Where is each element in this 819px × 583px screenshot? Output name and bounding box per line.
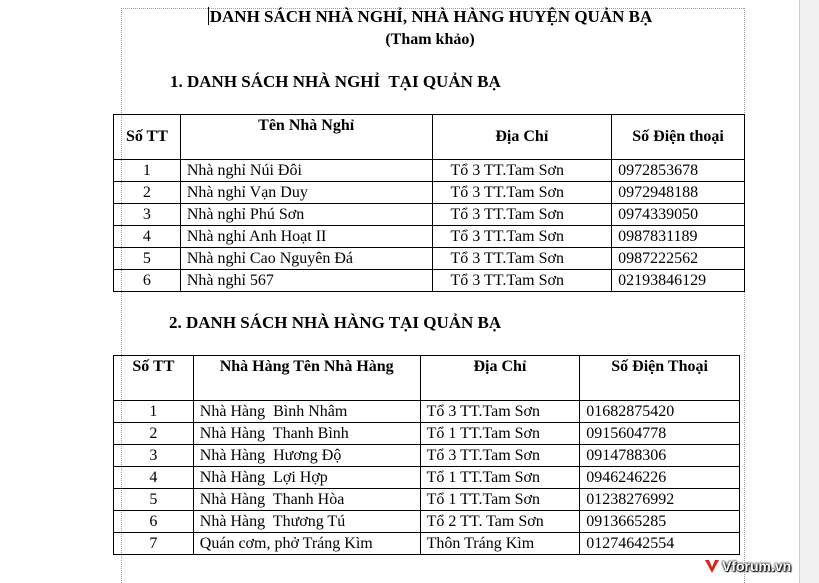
cell-name: Nhà Hàng Thương Tú (193, 511, 420, 533)
cell-address: Tổ 3 TT.Tam Sơn (432, 226, 612, 248)
cell-address: Tổ 1 TT.Tam Sơn (420, 489, 580, 511)
header-address: Địa Chỉ (420, 356, 580, 401)
cell-name: Quán cơm, phở Tráng Kìm (193, 533, 420, 555)
cell-phone: 01682875420 (580, 401, 740, 423)
cell-stt: 4 (114, 467, 194, 489)
cell-address: Tổ 2 TT. Tam Sơn (420, 511, 580, 533)
header-phone: Số Điện Thoại (580, 356, 740, 401)
cell-address: Thôn Tráng Kìm (420, 533, 580, 555)
header-address: Địa Chỉ (432, 115, 612, 160)
cell-address: Tổ 3 TT.Tam Sơn (420, 445, 580, 467)
cell-stt: 4 (114, 226, 181, 248)
watermark-logo (703, 557, 791, 575)
cell-phone: 0974339050 (612, 204, 745, 226)
cell-address: Tổ 3 TT.Tam Sơn (432, 270, 612, 292)
cell-stt: 7 (114, 533, 194, 555)
cell-address: Tổ 3 TT.Tam Sơn (420, 401, 580, 423)
cell-name: Nhà Hàng Hương Độ (193, 445, 420, 467)
table-row (114, 226, 745, 248)
restaurant-table (113, 355, 740, 555)
cell-stt: 5 (114, 489, 194, 511)
cell-phone: 0972853678 (612, 160, 745, 182)
cell-stt: 3 (114, 204, 181, 226)
right-scroll-area[interactable] (799, 0, 819, 583)
table-row (114, 182, 745, 204)
cell-stt: 2 (114, 182, 181, 204)
table-header-row (114, 356, 740, 401)
guesthouse-table (113, 114, 745, 292)
cell-phone: 0987831189 (612, 226, 745, 248)
table-row (114, 160, 745, 182)
table-row (114, 489, 740, 511)
text-cursor (208, 7, 209, 25)
header-phone: Số Điện thoại (612, 115, 745, 160)
cell-name: Nhà nghỉ Anh Hoạt II (180, 226, 432, 248)
section1-heading: 1. DANH SÁCH NHÀ NGHỈ TẠI QUẢN BẠ (170, 72, 501, 91)
cell-name: Nhà nghỉ Cao Nguyên Đá (180, 248, 432, 270)
header-stt: Số TT (114, 115, 181, 160)
table-row (114, 533, 740, 555)
header-stt: Số TT (114, 356, 194, 401)
table-row (114, 511, 740, 533)
cell-stt: 5 (114, 248, 181, 270)
cell-address: Tổ 3 TT.Tam Sơn (432, 204, 612, 226)
table-row (114, 445, 740, 467)
margin-guide-right (744, 8, 745, 583)
cell-name: Nhà nghỉ Vạn Duy (180, 182, 432, 204)
header-name: Nhà Hàng Tên Nhà Hàng (193, 356, 420, 401)
cell-name: Nhà nghỉ 567 (180, 270, 432, 292)
cell-name: Nhà Hàng Bình Nhâm (193, 401, 420, 423)
document-subtitle: (Tham khảo) (385, 31, 475, 48)
cell-phone: 0972948188 (612, 182, 745, 204)
table-header-row (114, 115, 745, 160)
header-name: Tên Nhà Nghỉ (180, 115, 432, 160)
cell-phone: 0915604778 (580, 423, 740, 445)
cell-stt: 1 (114, 401, 194, 423)
cell-phone: 0946246226 (580, 467, 740, 489)
cell-stt: 2 (114, 423, 194, 445)
table-row (114, 467, 740, 489)
cell-name: Nhà nghỉ Phú Sơn (180, 204, 432, 226)
cell-name: Nhà Hàng Thanh Bình (193, 423, 420, 445)
watermark-text: Vforum.vn (722, 558, 792, 574)
cell-stt: 6 (114, 511, 194, 533)
document-title: DANH SÁCH NHÀ NGHỈ, NHÀ HÀNG HUYỆN QUẢN BẠ (209, 7, 653, 26)
vforum-logo-icon (703, 557, 721, 575)
cell-phone: 01238276992 (580, 489, 740, 511)
cell-phone: 0913665285 (580, 511, 740, 533)
table-row (114, 270, 745, 292)
table-row (114, 248, 745, 270)
table-row (114, 204, 745, 226)
section2-heading: 2. DANH SÁCH NHÀ HÀNG TẠI QUẢN BẠ (169, 313, 502, 332)
table-row (114, 423, 740, 445)
cell-stt: 1 (114, 160, 181, 182)
cell-name: Nhà nghỉ Núi Đôi (180, 160, 432, 182)
cell-address: Tổ 3 TT.Tam Sơn (432, 182, 612, 204)
cell-address: Tổ 1 TT.Tam Sơn (420, 467, 580, 489)
cell-address: Tổ 3 TT.Tam Sơn (432, 248, 612, 270)
cell-phone: 0987222562 (612, 248, 745, 270)
table-row (114, 401, 740, 423)
cell-phone: 01274642554 (580, 533, 740, 555)
cell-name: Nhà Hàng Lợi Hợp (193, 467, 420, 489)
cell-address: Tổ 1 TT.Tam Sơn (420, 423, 580, 445)
cell-name: Nhà Hàng Thanh Hòa (193, 489, 420, 511)
cell-phone: 02193846129 (612, 270, 745, 292)
cell-phone: 0914788306 (580, 445, 740, 467)
cell-stt: 6 (114, 270, 181, 292)
cell-stt: 3 (114, 445, 194, 467)
cell-address: Tổ 3 TT.Tam Sơn (432, 160, 612, 182)
